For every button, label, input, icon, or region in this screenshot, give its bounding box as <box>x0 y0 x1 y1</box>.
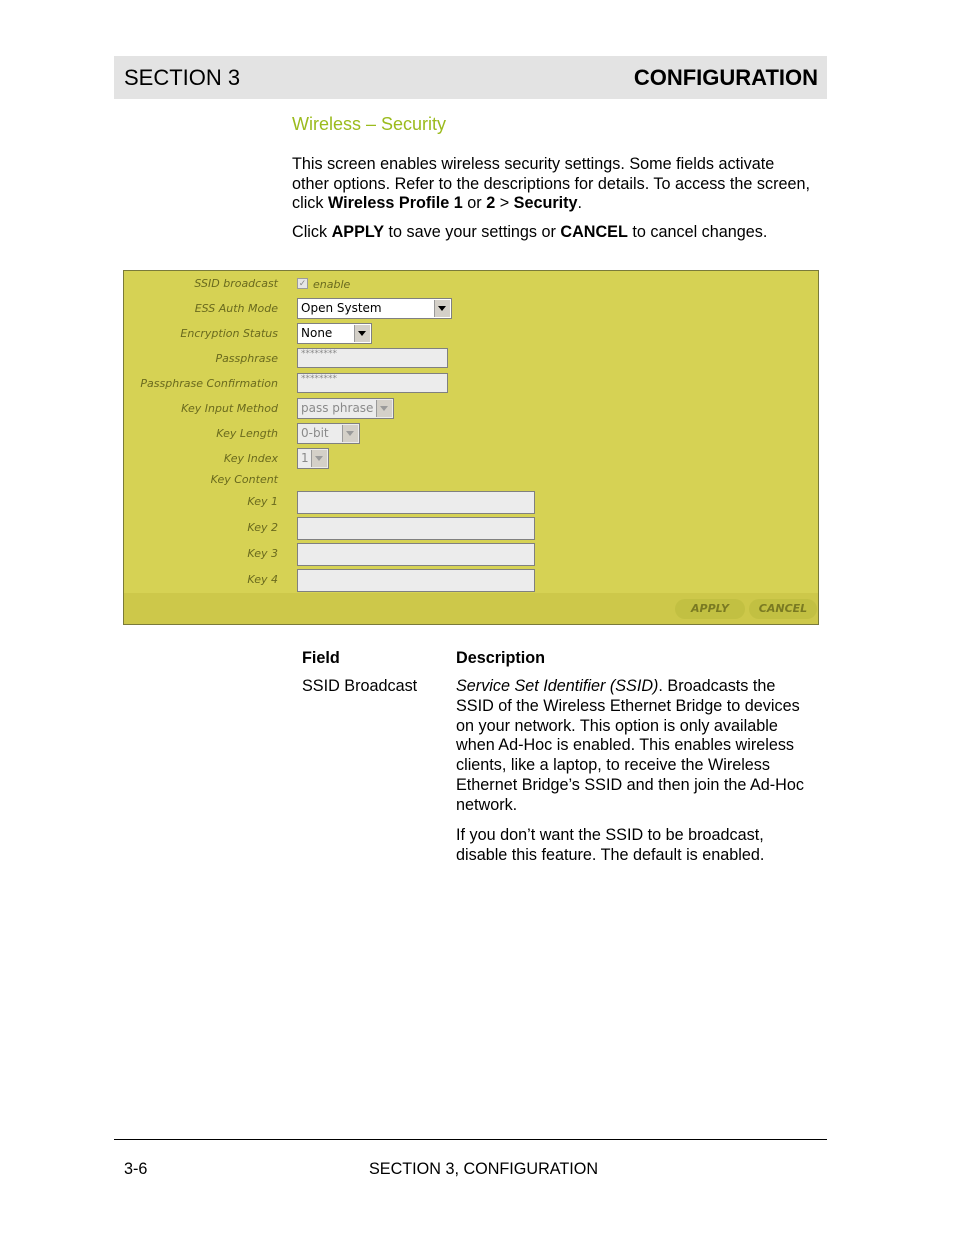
security-settings-panel <box>123 270 819 625</box>
table-cell-description <box>456 677 806 816</box>
passphrase-confirm-value: ******** <box>301 374 337 384</box>
key-input-value: pass phrase <box>301 401 374 415</box>
page-number: 3-6 <box>124 1160 148 1178</box>
apply-paragraph <box>292 223 812 243</box>
chevron-down-icon <box>376 400 392 417</box>
section-title: CONFIGURATION <box>633 65 818 90</box>
ess-auth-label: ESS Auth Mode <box>194 302 278 315</box>
cancel-button[interactable]: CANCEL <box>749 599 817 619</box>
ssid-broadcast-option: enable <box>313 278 351 291</box>
page-subtitle: Wireless – Security <box>292 114 447 134</box>
chevron-down-icon <box>434 300 450 317</box>
ssid-term: Service Set Identifier (SSID) <box>456 677 659 695</box>
passphrase-input[interactable] <box>297 348 448 368</box>
table-header-description: Description <box>456 649 546 667</box>
footer-section: SECTION 3, CONFIGURATION <box>369 1160 599 1178</box>
apply-button[interactable]: APPLY <box>675 599 745 619</box>
passphrase-label: Passphrase <box>215 352 278 365</box>
intro-gt: > <box>495 194 514 213</box>
ess-auth-value: Open System <box>301 301 382 315</box>
chevron-down-icon <box>354 325 370 342</box>
intro-paragraph <box>292 155 812 214</box>
intro-end: . <box>577 194 583 213</box>
section-number: SECTION 3 <box>124 65 241 90</box>
key-index-value: 1 <box>301 451 309 465</box>
footer-rule <box>114 1139 827 1140</box>
ess-auth-select[interactable] <box>297 298 452 319</box>
encryption-label: Encryption Status <box>180 327 278 340</box>
apply-text-a: Click <box>292 223 332 241</box>
key3-label: Key 3 <box>247 547 278 560</box>
apply-text-d: to cancel changes. <box>627 223 768 241</box>
key-index-select[interactable] <box>297 448 329 469</box>
key2-input[interactable] <box>297 517 535 540</box>
section-header <box>114 56 827 99</box>
passphrase-confirm-input[interactable] <box>297 373 448 393</box>
key2-label: Key 2 <box>247 521 278 534</box>
key-index-label: Key Index <box>223 452 278 465</box>
key-length-value: 0-bit <box>301 426 329 440</box>
button-bar <box>124 593 818 624</box>
chevron-down-icon <box>342 425 358 442</box>
intro-bold-profile: Wireless Profile 1 <box>327 194 463 213</box>
intro-text: This screen enables wireless security settings. Some fields activate other options. Refer to the descriptions for details. To access the screen, click <box>292 155 810 213</box>
key1-label: Key 1 <box>247 495 278 508</box>
intro-bold-2: 2 <box>486 194 496 213</box>
key-length-label: Key Length <box>216 427 278 440</box>
table-header-field: Field <box>302 649 340 667</box>
key-length-select[interactable] <box>297 423 360 444</box>
key-content-label: Key Content <box>210 473 278 486</box>
passphrase-confirm-label: Passphrase Confirmation <box>140 377 278 390</box>
encryption-value: None <box>301 326 333 340</box>
encryption-select[interactable] <box>297 323 372 344</box>
intro-or: or <box>462 194 487 213</box>
intro-bold-security: Security <box>513 194 578 213</box>
apply-text-c: to save your settings or <box>384 223 561 241</box>
key3-input[interactable] <box>297 543 535 566</box>
table-cell-field: SSID Broadcast <box>302 677 418 695</box>
apply-bold: APPLY <box>331 223 385 241</box>
key1-input[interactable] <box>297 491 535 514</box>
table-cell-description-2: If you don’t want the SSID to be broadcast, disable this feature. The default is enabled. <box>456 826 765 864</box>
passphrase-value: ******** <box>301 349 337 359</box>
key-input-select[interactable] <box>297 398 394 419</box>
key-input-label: Key Input Method <box>181 402 278 415</box>
key4-input[interactable] <box>297 569 535 592</box>
cancel-bold: CANCEL <box>560 223 628 241</box>
key4-label: Key 4 <box>247 573 278 586</box>
ssid-broadcast-checkbox[interactable]: ✓ <box>298 278 307 288</box>
ssid-broadcast-label: SSID broadcast <box>194 277 278 290</box>
chevron-down-icon <box>311 450 327 467</box>
description-text: . Broadcasts the SSID of the Wireless Ethernet Bridge to devices on your network. This option is only available when Ad-Hoc is enabled. This enables wireless clients, like a laptop, to receive the Wireless Ethernet Bridge’s SSID and then join the Ad-Hoc network. <box>456 677 804 814</box>
